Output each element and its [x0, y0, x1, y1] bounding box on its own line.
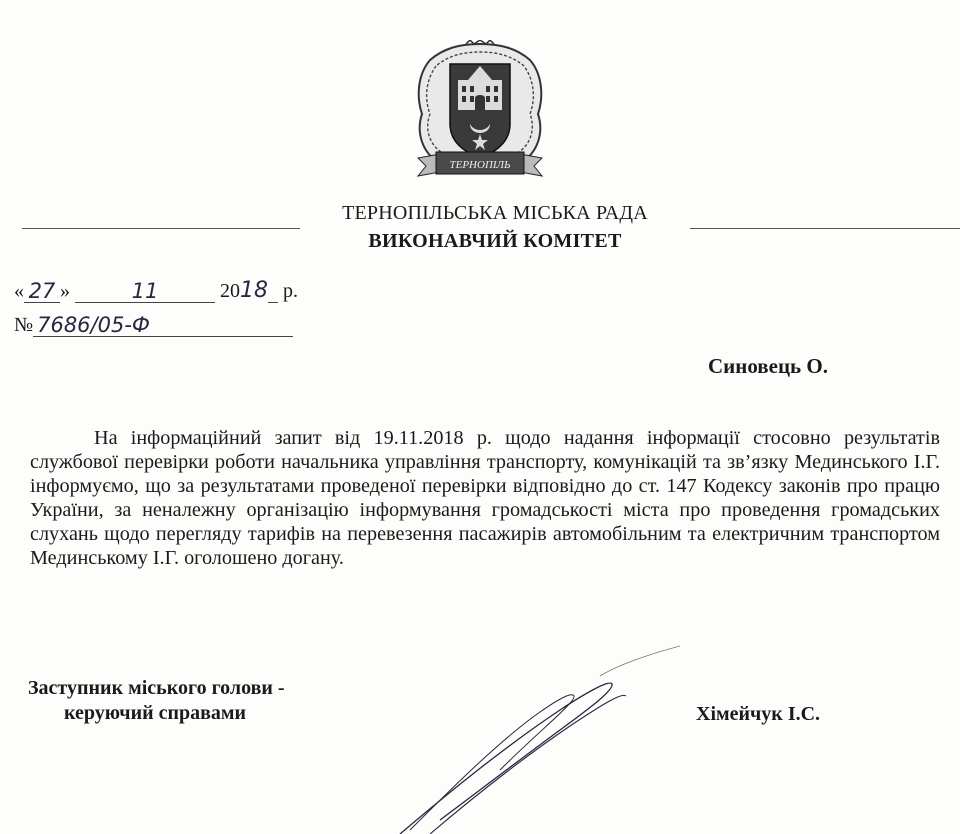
- document-number: [14, 314, 293, 337]
- emblem-ribbon-text: ТЕРНОПІЛЬ: [449, 159, 511, 171]
- date-day: 27: [24, 280, 60, 303]
- date-quote-close: »: [60, 280, 70, 302]
- signatory-title: [28, 676, 285, 726]
- signatory-title-line1: Заступник міського голови -: [28, 677, 285, 699]
- header-rule-left: [22, 228, 300, 229]
- signatory-title-line2: керуючий справами: [64, 702, 247, 724]
- organization-unit: ВИКОНАВЧИЙ КОМІТЕТ: [368, 230, 622, 252]
- header-rule-right: [690, 228, 960, 229]
- date-quote-open: «: [14, 280, 24, 302]
- city-coat-of-arms-icon: [412, 40, 548, 196]
- document-date: [14, 278, 298, 303]
- date-month: 11: [75, 280, 215, 303]
- number-label: №: [14, 314, 34, 336]
- date-year-unit: р.: [283, 280, 298, 302]
- date-year-prefix: 20: [220, 280, 240, 302]
- letter-body: На інформаційний запит від 19.11.2018 р. щодо надання інформації стосовно результатів службової перевірки роботи начальника управління транспорту, комунікацій та зв’язку Мединського І.Г. інформуємо, що за результатами проведеної перевірки відповідно до ст. 147 Кодексу законів про працю України, за неналежну організацію інформування громадськості міста про проведення громадських слухань щодо перегляду тарифів на перевезення пасажирів автомобільним та електричним транспортом Мединському І.Г. оголошено догану.: [30, 427, 940, 569]
- signatory-name: Хімейчук І.С.: [696, 703, 821, 725]
- addressee: Синовець О.: [707, 354, 828, 378]
- organization-name: ТЕРНОПІЛЬСЬКА МІСЬКА РАДА: [342, 202, 648, 224]
- number-value: 7686/05-Ф: [33, 314, 293, 337]
- date-year-suffix: 18: [240, 278, 268, 303]
